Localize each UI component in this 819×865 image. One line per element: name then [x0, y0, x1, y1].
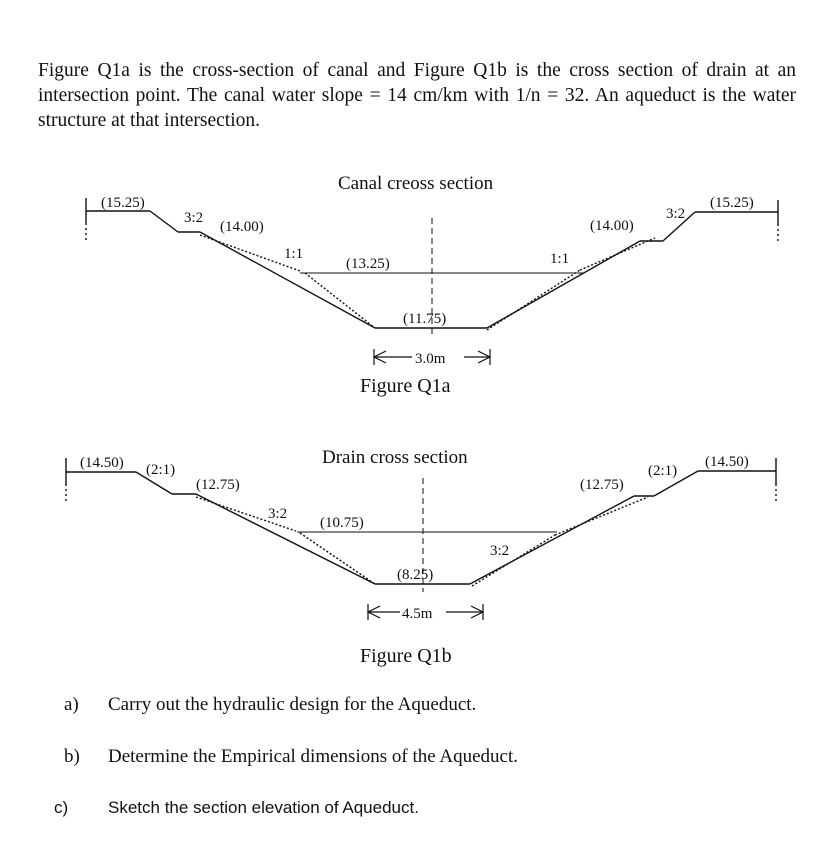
- drain-left-upper-slope-ratio: (2:1): [146, 462, 176, 478]
- drain-left-bank-level: (14.50): [80, 455, 124, 471]
- canal-caption: Figure Q1a: [360, 375, 451, 397]
- question-c-letter: c): [54, 798, 69, 817]
- question-a-text: Carry out the hydraulic design for the Aqueduct.: [108, 694, 477, 715]
- canal-left-berm-level: (14.00): [220, 219, 264, 235]
- canal-bed-level: (11.75): [403, 311, 447, 327]
- drain-water-level: (10.75): [320, 515, 364, 531]
- problem-statement: Figure Q1a is the cross-section of canal and Figure Q1b is the cross section of drain at an intersection point. The canal water slope = 14 cm/km with 1/n = 32. An aqueduct is the water structure at that intersection.: [38, 60, 796, 131]
- drain-left-inner-slope-ratio: 3:2: [268, 506, 288, 522]
- canal-bed-width: 3.0m: [415, 351, 446, 367]
- canal-water-level: (13.25): [346, 256, 390, 272]
- canal-left-upper-slope-ratio: 3:2: [184, 210, 204, 226]
- drain-title: Drain cross section: [322, 447, 468, 468]
- canal-left-bank-level: (15.25): [101, 195, 145, 211]
- drain-right-inner-slope-ratio: 3:2: [490, 543, 510, 559]
- question-c-text: Sketch the section elevation of Aqueduct.: [108, 798, 419, 817]
- drain-bed-level: (8.25): [397, 567, 434, 583]
- drain-right-berm-level: (12.75): [580, 477, 624, 493]
- drain-left-berm-level: (12.75): [196, 477, 240, 493]
- drain-caption: Figure Q1b: [360, 645, 452, 667]
- question-a-letter: a): [64, 694, 79, 715]
- drain-cross-section-figure: [0, 440, 819, 670]
- question-b-letter: b): [64, 746, 80, 767]
- canal-title: Canal creoss section: [338, 173, 494, 194]
- drain-right-inner-slope: [470, 496, 634, 584]
- canal-left-inner-slope-ratio: 1:1: [284, 246, 304, 262]
- canal-right-upper-slope-ratio: 3:2: [666, 206, 686, 222]
- canal-right-berm-level: (14.00): [590, 218, 634, 234]
- canal-left-upper-slope: [150, 211, 178, 232]
- canal-right-inner-slope-ratio: 1:1: [550, 251, 570, 267]
- canal-right-dotted-slope: [580, 238, 655, 270]
- drain-right-bank-level: (14.50): [705, 454, 749, 470]
- drain-right-upper-slope-ratio: (2:1): [648, 463, 678, 479]
- canal-right-bank-level: (15.25): [710, 195, 754, 211]
- question-b-text: Determine the Empirical dimensions of the Aqueduct.: [108, 746, 518, 767]
- canal-cross-section-figure: [0, 165, 819, 405]
- drain-right-dotted-slope: [555, 497, 648, 535]
- drain-bed-width: 4.5m: [402, 606, 433, 622]
